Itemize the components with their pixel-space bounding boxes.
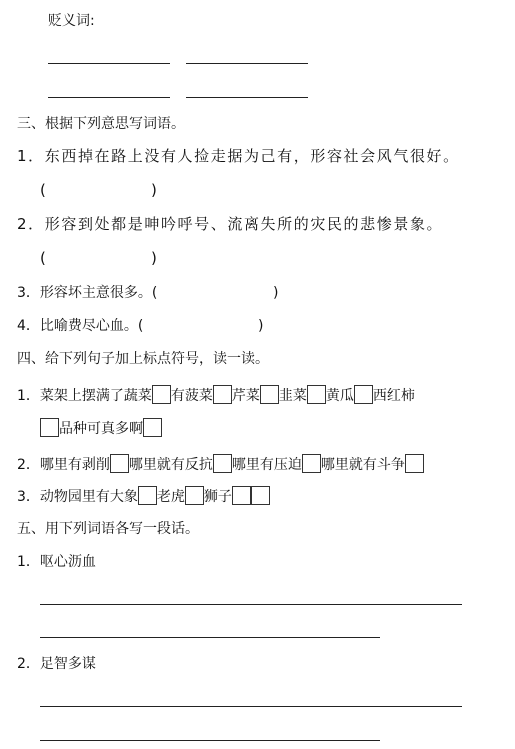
paren-close: )	[151, 181, 157, 199]
paren-close: )	[151, 249, 157, 267]
question-1	[17, 147, 460, 165]
question-number: 3．	[17, 285, 40, 301]
sentence-2	[17, 454, 424, 474]
answer-line[interactable]	[48, 63, 170, 64]
sentence-part: 有菠菜	[170, 388, 213, 404]
punctuation-box[interactable]	[110, 454, 129, 473]
question-text: 比喻费尽心血。(	[39, 318, 144, 334]
antonym-label: 贬义词:	[48, 13, 95, 29]
sentence-part: 黄瓜	[325, 388, 354, 404]
question-number: 1．	[17, 554, 40, 570]
question-number: 2．	[17, 215, 45, 233]
section5-title: 五、用下列词语各写一段话。	[17, 521, 199, 537]
question-number: 2．	[17, 656, 40, 672]
punctuation-box[interactable]	[40, 418, 59, 437]
paren-open: (	[40, 249, 46, 267]
question-number: 1．	[17, 388, 40, 404]
sentence-part: 品种可真多啊	[59, 421, 143, 437]
question-2	[17, 215, 443, 233]
writing-line[interactable]	[40, 637, 380, 638]
writing-prompt-1	[17, 553, 96, 571]
writing-line[interactable]	[40, 604, 462, 605]
question-number: 2．	[17, 457, 40, 473]
paren-close: )	[258, 318, 264, 334]
writing-prompt-2	[17, 655, 96, 673]
writing-line[interactable]	[40, 740, 380, 741]
question-number: 1．	[17, 147, 45, 165]
question-text: 形容坏主意很多。(	[39, 285, 158, 301]
section3-title: 三、根据下列意思写词语。	[17, 116, 185, 132]
question-text: 形容到处都是呻吟呼号、流离失所的灾民的悲惨景象。	[44, 215, 444, 233]
punctuation-box[interactable]	[251, 486, 270, 505]
writing-line[interactable]	[40, 706, 462, 707]
sentence-part: 菜架上摆满了蔬菜	[39, 388, 152, 404]
punctuation-box[interactable]	[302, 454, 321, 473]
punctuation-box[interactable]	[260, 385, 279, 404]
sentence-part: 动物园里有大象	[39, 489, 138, 505]
punctuation-box[interactable]	[307, 385, 326, 404]
answer-line[interactable]	[186, 63, 308, 64]
punctuation-box[interactable]	[152, 385, 171, 404]
question-number: 3．	[17, 489, 40, 505]
paren-open: (	[40, 181, 46, 199]
answer-line[interactable]	[186, 97, 308, 98]
sentence-part: 哪里有剥削	[39, 457, 110, 473]
punctuation-box[interactable]	[213, 385, 232, 404]
prompt-word: 足智多谋	[39, 656, 96, 672]
question-4	[17, 317, 143, 335]
question-number: 4．	[17, 318, 40, 334]
prompt-word: 呕心沥血	[39, 554, 96, 570]
question-text: 东西掉在路上没有人捡走据为己有，形容社会风气很好。	[44, 147, 460, 165]
question-3	[17, 284, 157, 302]
sentence-1	[17, 385, 415, 405]
punctuation-box[interactable]	[143, 418, 162, 437]
section4-title: 四、给下列句子加上标点符号，读一读。	[17, 351, 269, 367]
sentence-part: 哪里有压迫	[231, 457, 302, 473]
sentence-part: 西红柿	[372, 388, 415, 404]
punctuation-box[interactable]	[185, 486, 204, 505]
sentence-part: 韭菜	[278, 388, 307, 404]
punctuation-box[interactable]	[354, 385, 373, 404]
sentence-part: 老虎	[156, 489, 185, 505]
punctuation-box[interactable]	[213, 454, 232, 473]
sentence-part: 哪里就有斗争	[320, 457, 405, 473]
sentence-part: 哪里就有反抗	[128, 457, 213, 473]
punctuation-box[interactable]	[405, 454, 424, 473]
sentence-part: 芹菜	[231, 388, 260, 404]
punctuation-box[interactable]	[138, 486, 157, 505]
sentence-3	[17, 486, 270, 506]
answer-line[interactable]	[48, 97, 170, 98]
paren-close: )	[273, 285, 279, 301]
punctuation-box[interactable]	[232, 486, 251, 505]
sentence-1-line2	[40, 418, 162, 438]
sentence-part: 狮子	[203, 489, 232, 505]
